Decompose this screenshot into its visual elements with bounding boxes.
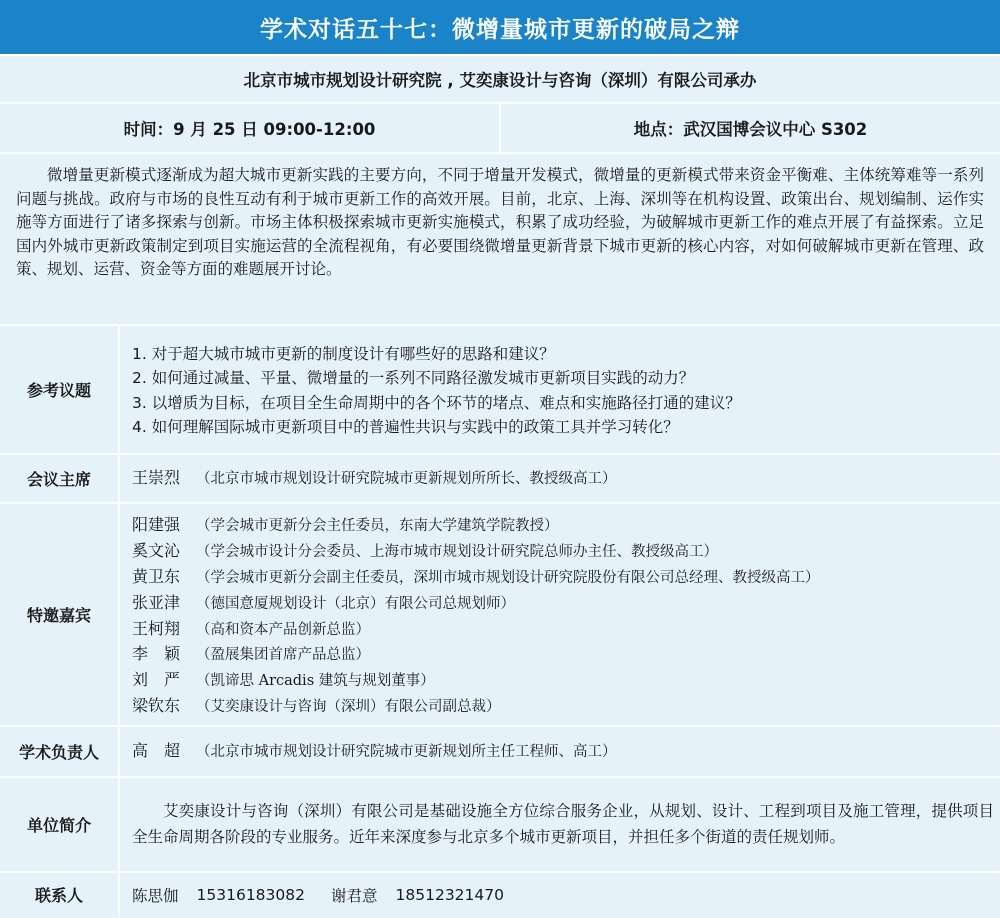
- guest-item: [132, 591, 1000, 617]
- person-desc: （北京市城市规划设计研究院城市更新规划所所长、教授级高工）: [196, 470, 617, 487]
- page-title: 学术对话五十七：微增量城市更新的破局之辩: [0, 0, 1000, 54]
- contact-label: 联系人: [0, 873, 120, 916]
- contact-content: [120, 873, 1000, 916]
- topic-item: 3. 以增质为目标，在项目全生命周期中的各个环节的堵点、难点和实施路径打通的建议？: [132, 393, 741, 412]
- guest-item: [132, 539, 1000, 565]
- lead-person: [132, 739, 1000, 765]
- person-desc: （凯谛思 Arcadis 建筑与规划董事）: [196, 673, 435, 690]
- person-name: 李 颖: [132, 644, 181, 664]
- unit-intro-label: 单位简介: [0, 778, 120, 871]
- guest-item: [132, 617, 1000, 643]
- person-desc: （学会城市设计分会委员、上海市城市规划设计研究院总师办主任、教授级高工）: [196, 544, 718, 561]
- contact-phone[interactable]: 15316183082: [196, 885, 305, 904]
- organizer-line: 北京市城市规划设计研究院 , 艾奕康设计与咨询（深圳）有限公司承办: [0, 56, 1000, 104]
- person-name: 张亚津: [132, 592, 181, 612]
- topic-item: 4. 如何理解国际城市更新项目中的普遍性共识与实践中的政策工具并学习转化？: [132, 418, 679, 436]
- person-name: 梁钦东: [132, 695, 181, 715]
- person-desc: （北京市城市规划设计研究院城市更新规划所主任工程师、高工）: [196, 743, 617, 760]
- topic-item: 2. 如何通过减量、平量、微增量的一系列不同路径激发城市更新项目实践的动力？: [132, 369, 695, 387]
- contact-phone[interactable]: 18512321470: [395, 885, 504, 904]
- guest-item: [132, 694, 1000, 720]
- guest-item: [132, 565, 1000, 591]
- guest-item: [132, 668, 1000, 694]
- guests-list: [120, 504, 1000, 725]
- person-desc: （学会城市更新分会副主任委员，深圳市城市规划设计研究院股份有限公司总经理、教授级高工）: [196, 569, 820, 586]
- person-desc: （高和资本产品创新总监）: [196, 621, 370, 638]
- guest-item: [132, 513, 1000, 539]
- event-time: 时间：9 月 25 日 09:00-12:00: [123, 120, 376, 139]
- person-desc: （盈展集团首席产品总监）: [196, 647, 370, 664]
- unit-intro-text: [120, 778, 1000, 871]
- chair-person: [132, 466, 1000, 492]
- time-place-row: [0, 104, 1000, 154]
- person-name: 王崇烈: [132, 467, 181, 487]
- person-name: 高 超: [132, 740, 181, 760]
- chair-section: [0, 455, 1000, 504]
- intro-paragraph: 微增量更新模式逐渐成为超大城市更新实践的主要方向，不同于增量开发模式，微增量的更新模式带来资金平衡难、主体统筹难等一系列问题与挑战。政府与市场的良性互动有利于城市更新工作的高效开展。目前，北京、上海、深圳等在机构设置、政策出台、规划编制、运作实施等方面进行了诸多探索与创新。市场主体积极探索城市更新实施模式，积累了成功经验，为破解城市更新工作的难点开展了有益探索。立足国内外城市更新政策制定到项目实施运营的全流程视角，有必要围绕微增量更新背景下城市更新的核心内容，对如何破解城市更新在管理、政策、规划、运营、资金等方面的难题展开讨论。: [0, 154, 1000, 326]
- contact-name: 陈思伽: [132, 886, 179, 905]
- person-name: 阳建强: [132, 515, 181, 535]
- person-name: 王柯翔: [132, 618, 181, 638]
- person-name: 奚文沁: [132, 541, 181, 561]
- academic-lead-section: [0, 727, 1000, 778]
- person-desc: （德国意厦规划设计（北京）有限公司总规划师）: [196, 595, 515, 612]
- guests-label: 特邀嘉宾: [0, 504, 120, 725]
- person-name: 黄卫东: [132, 566, 181, 586]
- topics-label: 参考议题: [0, 326, 120, 453]
- guest-item: [132, 642, 1000, 668]
- person-desc: （艾奕康设计与咨询（深圳）有限公司副总裁）: [196, 698, 501, 715]
- topics-list: [120, 326, 1000, 453]
- academic-lead-label: 学术负责人: [0, 727, 120, 776]
- event-place: 地点：武汉国博会议中心 S302: [499, 104, 1000, 152]
- person-desc: （学会城市更新分会主任委员，东南大学建筑学院教授）: [196, 518, 559, 535]
- chair-label: 会议主席: [0, 455, 120, 502]
- unit-intro-section: [0, 778, 1000, 873]
- guests-section: [0, 504, 1000, 727]
- contact-section: [0, 873, 1000, 916]
- academic-lead-content: [120, 727, 1000, 776]
- contact-name: 谢君意: [331, 886, 378, 905]
- topics-section: [0, 326, 1000, 455]
- topic-item: 1. 对于超大城市城市更新的制度设计有哪些好的思路和建议？: [132, 344, 555, 363]
- person-name: 刘 严: [132, 670, 181, 690]
- unit-intro-paragraph: 艾奕康设计与咨询（深圳）有限公司是基础设施全方位综合服务企业，从规划、设计、工程到项目及施工管理，提供项目全生命周期各阶段的专业服务。近年来深度参与北京多个城市更新项目，并担任多个街道的责任规划师。: [132, 802, 994, 846]
- chair-content: [120, 455, 1000, 502]
